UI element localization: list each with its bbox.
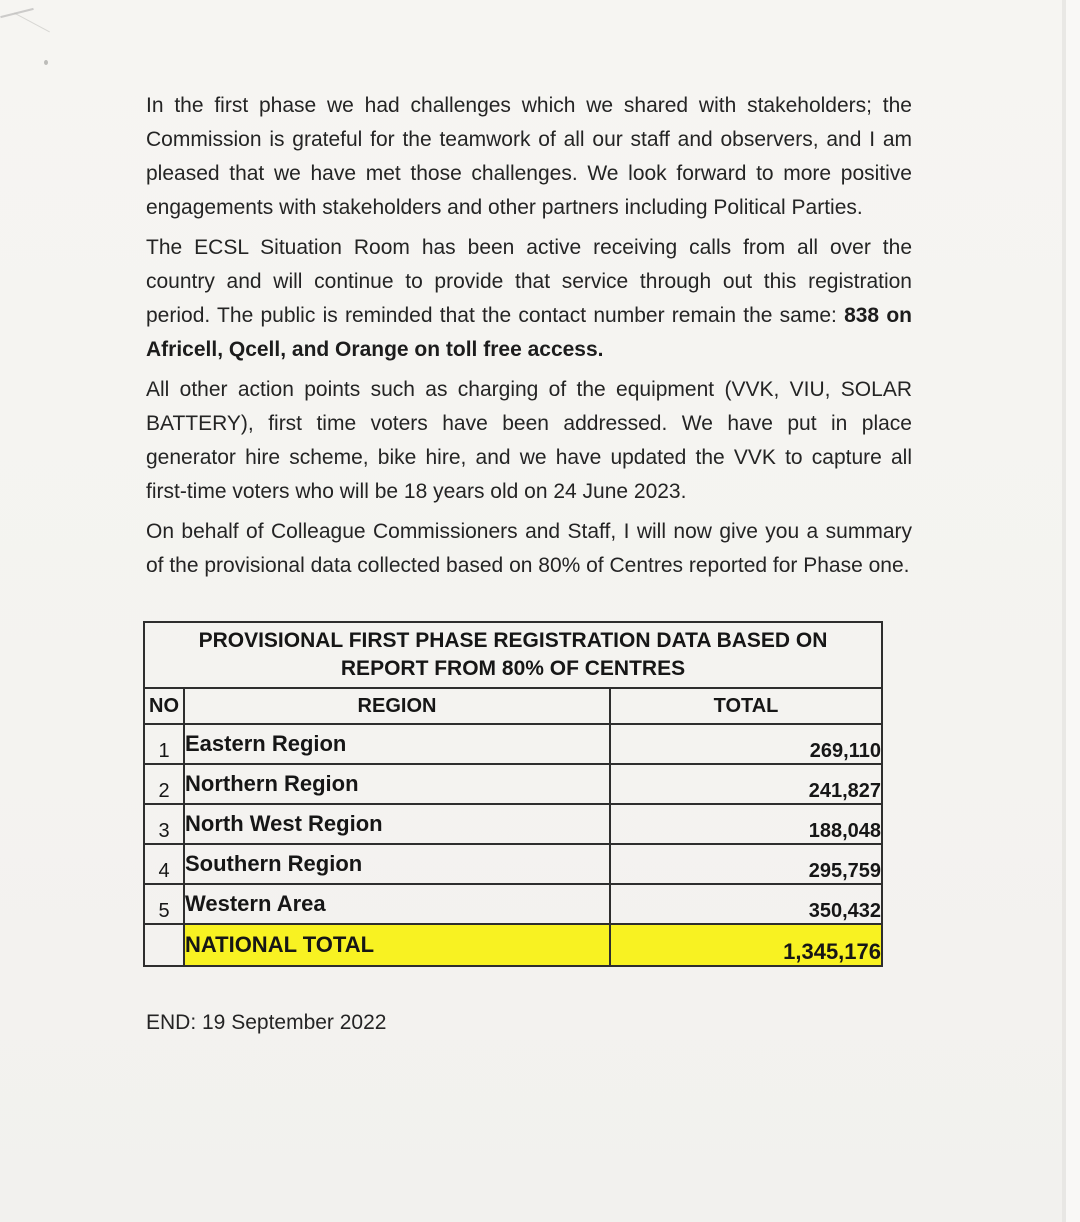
body-paragraph-3: All other action points such as charging of the equipment (VVK, VIU, SOLAR BATTERY), first time voters have been addressed. We have put in place generator hire scheme, bike hire, and we have updated the VVK to capture all first-time voters who will be 18 years old on 24 June 2023. [146, 378, 912, 503]
scan-edge-light [1066, 0, 1080, 1222]
region-name: Southern Region [184, 844, 610, 884]
region-name: Western Area [184, 884, 610, 924]
national-total-row [144, 924, 882, 966]
region-name: North West Region [184, 804, 610, 844]
table-title-text: PROVISIONAL FIRST PHASE REGISTRATION DATA BASED ON REPORT FROM 80% OF CENTRES [198, 629, 828, 680]
table-row [144, 764, 882, 804]
region-total: 188,048 [610, 804, 882, 844]
region-total: 241,827 [610, 764, 882, 804]
document-body [146, 89, 912, 1056]
region-name: Eastern Region [184, 724, 610, 764]
table-header-row [144, 688, 882, 724]
row-number: 2 [144, 764, 184, 804]
body-paragraph-4: On behalf of Colleague Commissioners and Staff, I will now give you a summary of the provisional data collected based on 80% of Centres reported for Phase one. [146, 520, 912, 577]
row-number-empty [144, 924, 184, 966]
region-total: 269,110 [610, 724, 882, 764]
table-row [144, 884, 882, 924]
row-number: 3 [144, 804, 184, 844]
scan-artifact [44, 60, 48, 65]
table-row [144, 724, 882, 764]
table-row [144, 804, 882, 844]
registration-data-table [143, 621, 883, 967]
body-paragraph-1: In the first phase we had challenges which we shared with stakeholders; the Commission is grateful for the teamwork of all our staff and observers, and I am pleased that we have met those challenges. We look forward to more positive engagements with stakeholders and other partners including Political Parties. [146, 94, 912, 219]
row-number: 1 [144, 724, 184, 764]
column-header-total: TOTAL [610, 688, 882, 724]
document-end-date: END: 19 September 2022 [146, 1011, 387, 1034]
column-header-region: REGION [184, 688, 610, 724]
table-title-row [144, 622, 882, 688]
region-total: 350,432 [610, 884, 882, 924]
row-number: 5 [144, 884, 184, 924]
national-total-label: NATIONAL TOTAL [184, 924, 610, 966]
region-name: Northern Region [184, 764, 610, 804]
scan-edge-shadow [1062, 0, 1066, 1222]
table-row [144, 844, 882, 884]
scan-artifact [14, 13, 50, 33]
paragraph-2-bold-text: 838 on Africell, Qcell, and Orange on toll free access. [146, 304, 913, 361]
region-total: 295,759 [610, 844, 882, 884]
column-header-no: NO [144, 688, 184, 724]
table-title [144, 622, 882, 688]
body-paragraph-2 [146, 231, 912, 367]
row-number: 4 [144, 844, 184, 884]
paragraph-2-normal-text: The ECSL Situation Room has been active receiving calls from all over the country and will continue to provide that service through out this registration period. The public is reminded that the contact number remain the same: [146, 236, 912, 327]
national-total-value: 1,345,176 [610, 924, 882, 966]
